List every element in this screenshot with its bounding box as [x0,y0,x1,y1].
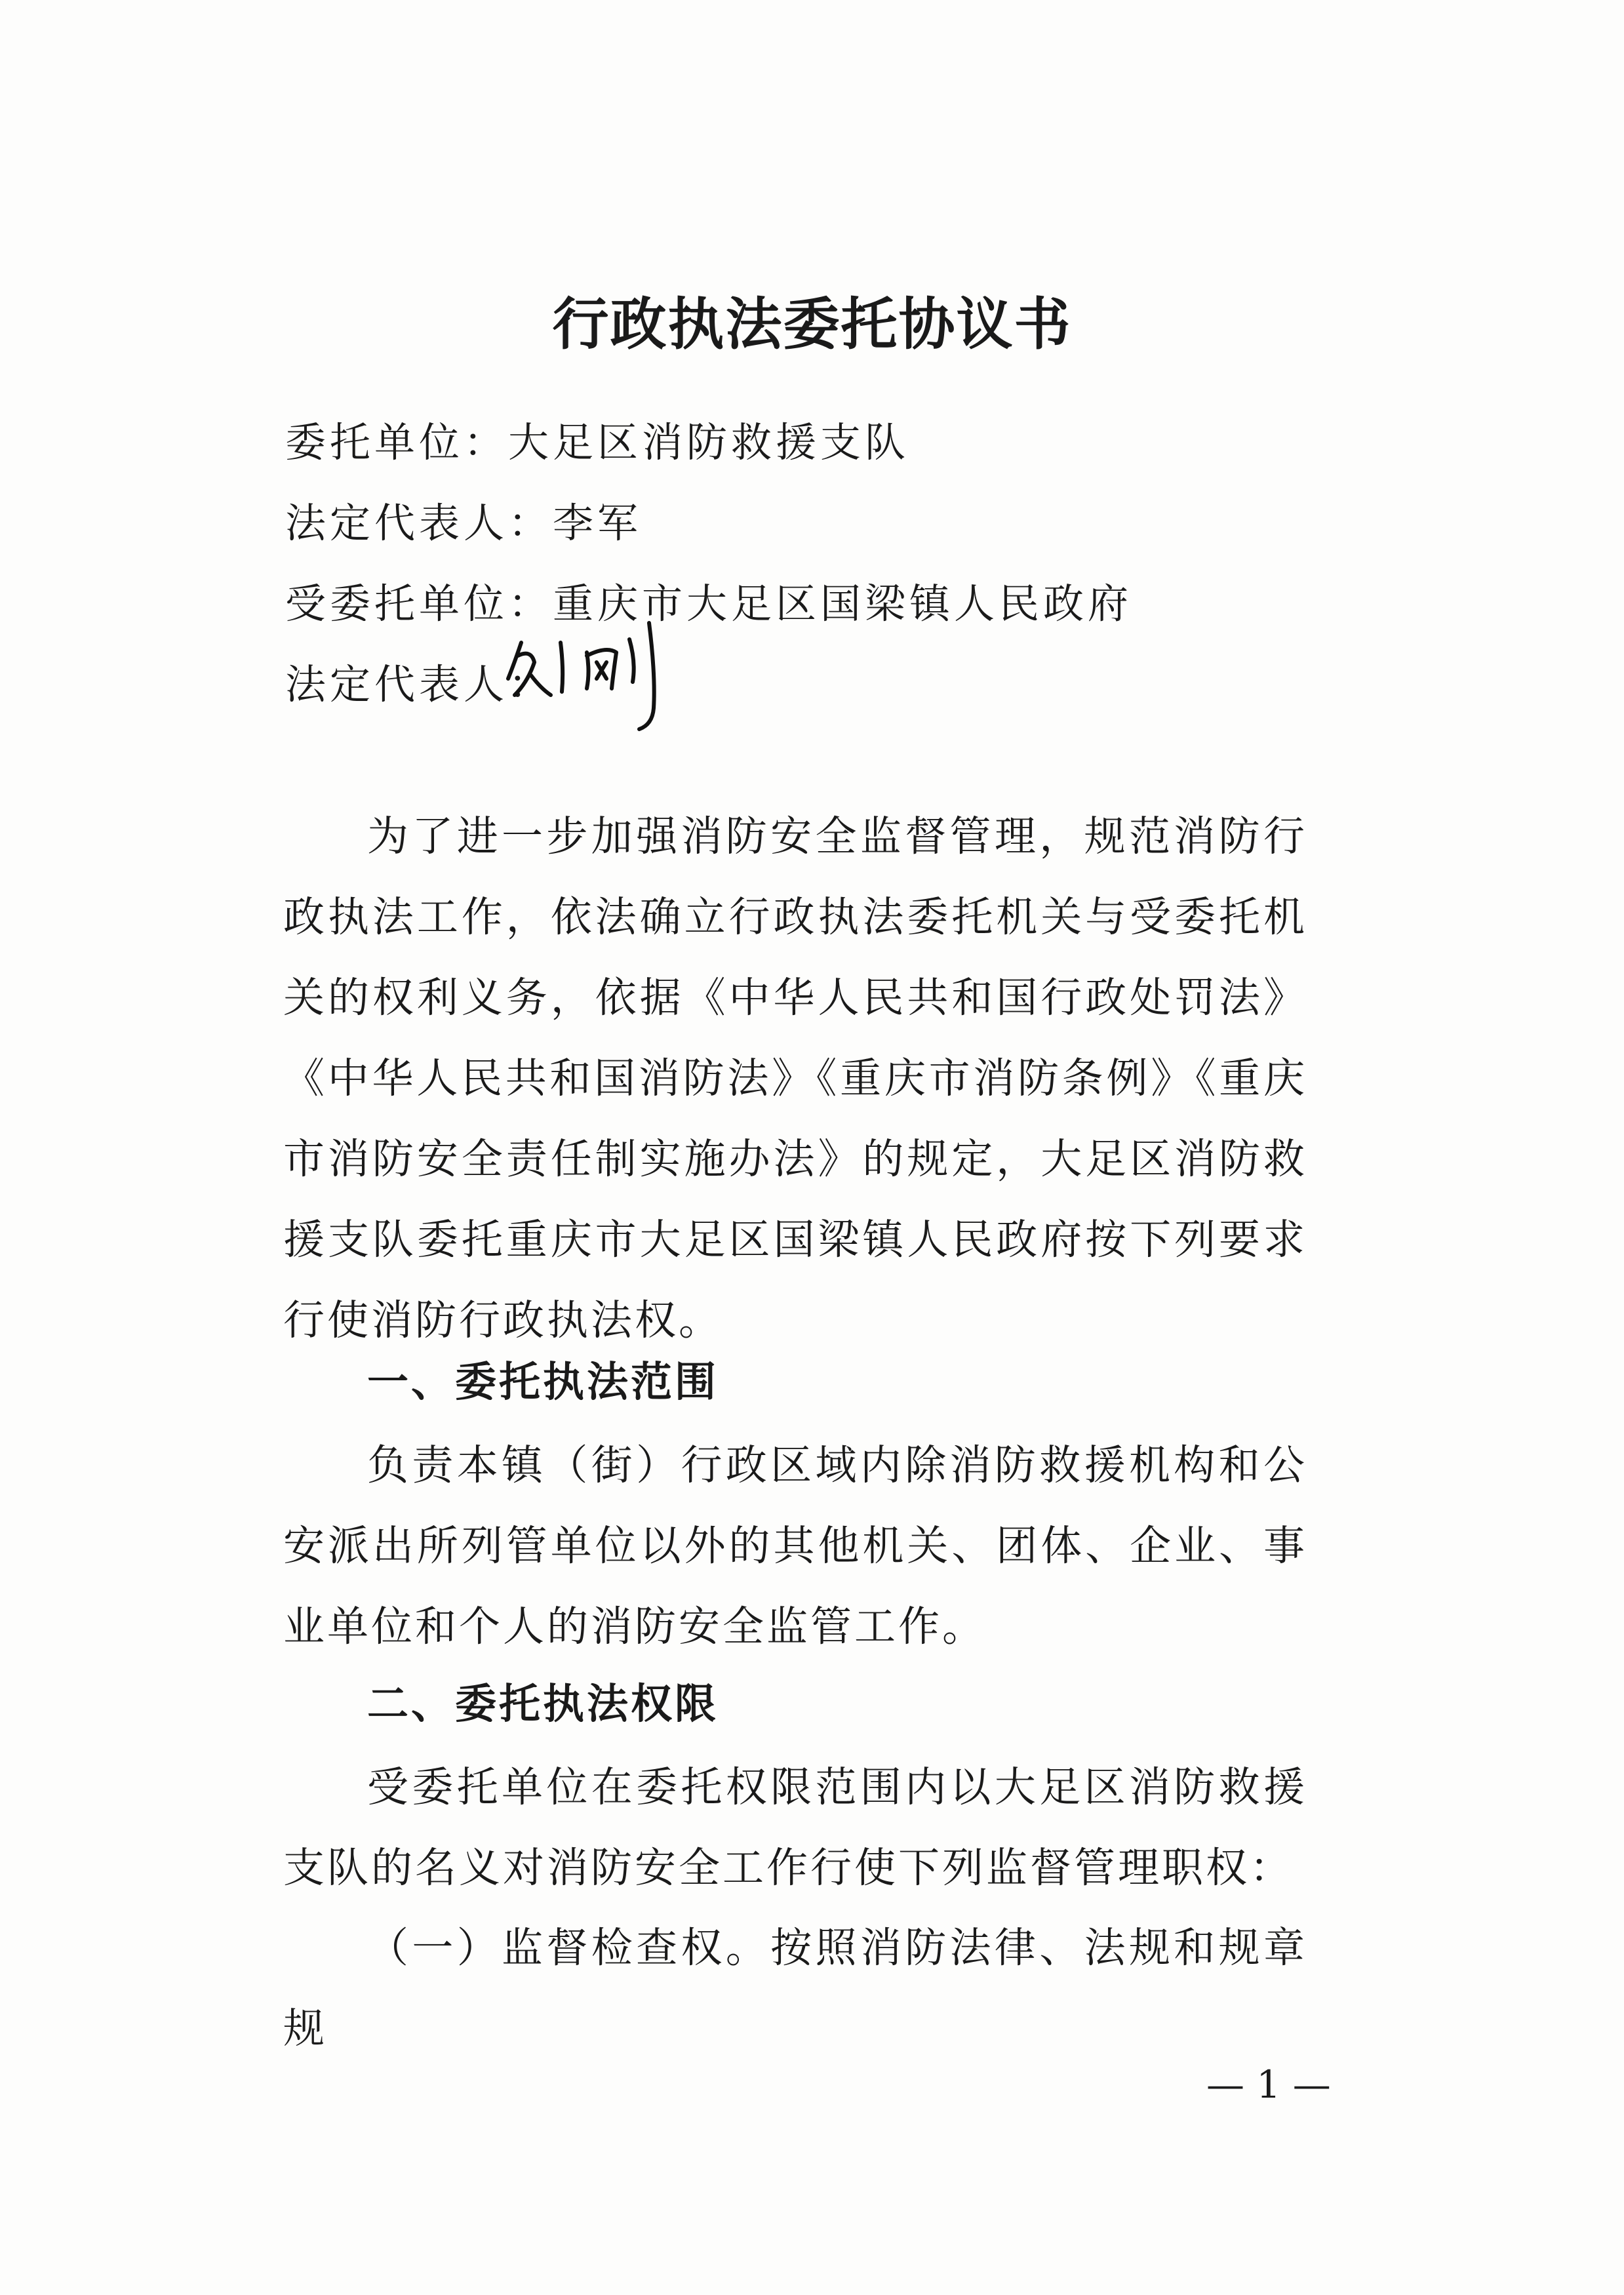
value: 李军 [553,499,643,547]
document-title: 行政执法委托协议书 [552,291,1072,357]
entrusted-unit [285,571,1132,629]
label: 受委托单位： [285,580,553,628]
section-2-text: 受委托单位在委托权限范围内以大足区消防救援支队的名义对消防安全工作行使下列监督管理职权： [283,1763,1307,1892]
intro-paragraph: 为了进一步加强消防安全监督管理，规范消防行政执法工作，依法确立行政执法委托机关与受委托机关的权利义务，依据《中华人民共和国行政处罚法》《中华人民共和国消防法》《重庆市消防条例》《重庆市消防安全责任制实施办法》的规定，大足区消防救援支队委托重庆市大足区国梁镇人民政府按下列要求行使消防行政执法权。 [283,812,1307,1344]
label: 法定代表人： [285,499,553,547]
section-2-heading: 二、委托执法权限 [367,1680,719,1728]
label: 委托单位： [285,418,509,466]
value: 重庆市大足区国梁镇人民政府 [553,580,1133,628]
section-1-text: 负责本镇（街）行政区域内除消防救援机构和公安派出所列管单位以外的其他机关、团体、企业、事业单位和个人的消防安全监管工作。 [283,1441,1307,1650]
label: 法定代表人： [285,660,553,708]
legal-representative-1 [285,490,642,549]
entrusting-unit [285,410,909,468]
section-1-heading: 一、委托执法范围 [367,1358,719,1406]
handwritten-signature [502,616,692,737]
value: 大足区消防救援支队 [508,418,910,466]
page-number: — 1 — [1206,2062,1331,2107]
item-1-text: （一）监督检查权。按照消防法律、法规和规章规 [283,1924,1307,2052]
